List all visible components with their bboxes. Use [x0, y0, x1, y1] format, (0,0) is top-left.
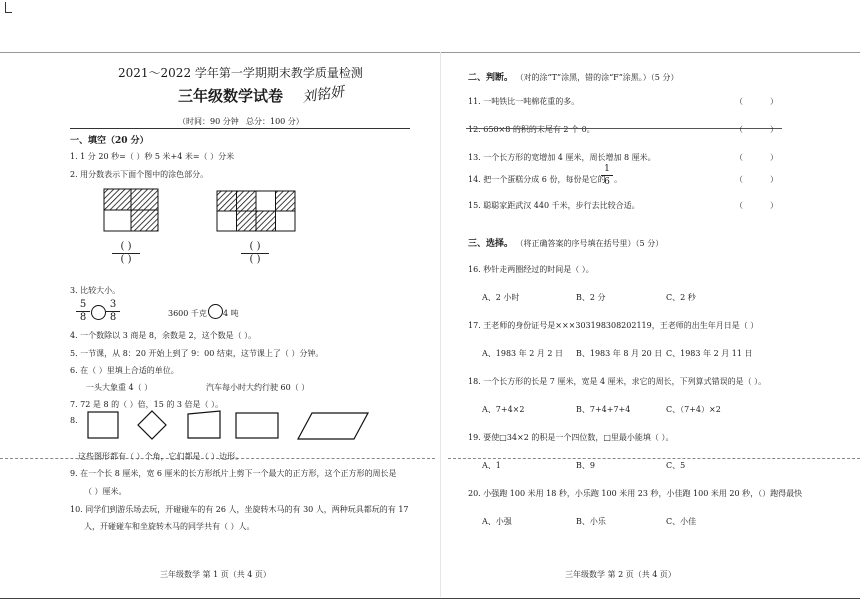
question-14 [468, 174, 605, 185]
school-year-heading: 2021～2022 学年第一学期期末教学质量检测 [118, 66, 363, 80]
question-3: 3. 比较大小。 [70, 286, 121, 295]
question-6a: 一头大象重 4（ ） [86, 383, 153, 392]
q16-option-b[interactable]: B、2 分 [576, 293, 606, 302]
fraction-denominator: ( ) [249, 254, 261, 265]
section2-instructions: （对的涂“T”涂黑，错的涂“F”涂黑。）（5 分） [515, 73, 679, 82]
question-5: 5. 一节课，从 8：20 开始上到了 9：00 结束，这节课上了（ ）分钟。 [70, 349, 324, 358]
question-10-continued: 人，开碰碰车和坐旋转木马的同学共有（ ）人。 [84, 522, 255, 531]
question-6: 6. 在（ ）里填上合适的单位。 [70, 366, 179, 375]
q15-answer-close: ） [770, 201, 778, 210]
question-9-continued: （ ）厘米。 [84, 487, 127, 496]
q8-trapezoid-shape [188, 411, 220, 438]
q19-option-a[interactable]: A、1 [482, 461, 501, 470]
question-8: 8. [70, 416, 78, 425]
question-12: 12. 650×8 的积的末尾有 2 个 0。 [468, 125, 595, 134]
q12-answer-open[interactable]: （ [735, 125, 743, 134]
fraction-denominator: 8 [109, 312, 117, 323]
page-gutter [440, 52, 441, 597]
q18-option-b[interactable]: B、7+4+7+4 [576, 405, 631, 414]
q14-answer-open[interactable]: （ [735, 175, 743, 184]
q14-fraction [601, 163, 613, 188]
q20-option-b[interactable]: B、小乐 [576, 517, 606, 526]
question-1: 1. 1 分 20 秒=（ ）秒 5 米+4 米=（ ）分米 [70, 152, 235, 161]
q14-answer-close: ） [770, 175, 778, 184]
footer-page-2: 三年级数学 第 2 页（共 4 页） [565, 570, 676, 579]
question-14-text: 14. 把一个蛋糕分成 6 份，每份是它的 [468, 175, 606, 184]
q8-shapes [84, 408, 374, 444]
q8-parallelogram-shape [298, 413, 368, 439]
q8-square-shape [88, 412, 118, 438]
q11-answer-close: ） [770, 97, 778, 106]
q19-option-b[interactable]: B、9 [576, 461, 595, 470]
question-19: 19. 要使□34×2 的积是一个四位数，□里最小能填（ ）。 [468, 433, 674, 442]
q15-answer-open[interactable]: （ [735, 201, 743, 210]
q2-answer-fraction-2[interactable] [241, 241, 269, 266]
question-8-text: 这些图形都有（ ）个角，它们都是（ ）边形。 [78, 452, 244, 461]
question-16: 16. 秒针走两圈经过的时间是（ ）。 [468, 265, 594, 274]
fraction-numerator: 5 [76, 299, 90, 312]
q3-compare-circle-1[interactable] [91, 305, 106, 320]
section1-heading: 一、填空（20 分） [70, 136, 149, 146]
header-rule [70, 128, 410, 129]
q18-option-a[interactable]: A、7+4×2 [482, 405, 525, 414]
q3-compare-circle-2[interactable] [208, 304, 223, 319]
question-17: 17. 王老师的身份证号是×××303198308202119，王老师的出生年月日是（ ） [468, 321, 759, 330]
scan-corner-mark [5, 2, 12, 13]
exam-score: 总分：100 分） [246, 117, 304, 126]
question-7: 7. 72 是 8 的（ ）倍，15 的 3 倍是（ ）。 [70, 400, 224, 409]
question-6b: 汽车每小时大约行驶 60（ ） [206, 383, 310, 392]
q16-option-c[interactable]: C、2 秒 [666, 293, 696, 302]
question-2: 2. 用分数表示下面个图中的涂色部分。 [70, 170, 209, 179]
q2-figure-grid-2x2 [103, 188, 159, 232]
q18-option-c[interactable]: C、（7+4）×2 [666, 405, 721, 414]
q8-rectangle-shape [236, 413, 278, 438]
section3-heading: 三、选择。 [468, 239, 514, 249]
top-border-line [0, 52, 860, 53]
question-20: 20. 小强跑 100 米用 18 秒，小乐跑 100 米用 23 秒，小佳跑 100 米用 20 秒，（）跑得最快 [468, 489, 803, 498]
fraction-denominator: 8 [79, 312, 87, 323]
fraction-denominator: 6 [604, 177, 610, 187]
q11-answer-open[interactable]: （ [735, 97, 743, 106]
q12-answer-close: ） [770, 125, 778, 134]
question-13: 13. 一个长方形的宽增加 4 厘米，周长增加 8 厘米。 [468, 153, 656, 162]
question-15: 15. 聪聪家距武汉 440 千米，步行去比较合适。 [468, 201, 640, 210]
fraction-numerator: 3 [106, 299, 120, 312]
question-10: 10. 同学们到游乐场去玩，开碰碰车的有 26 人，坐旋转木马的有 30 人，两种玩具都玩的有 17 [70, 505, 409, 514]
q16-option-a[interactable]: A、2 小时 [482, 293, 520, 302]
fraction-numerator: ( ) [241, 241, 269, 254]
q19-option-c[interactable]: C、5 [666, 461, 686, 470]
q17-option-c[interactable]: C、1983 年 2 月 11 日 [666, 349, 753, 358]
question-9: 9. 在一个长 8 厘米，宽 6 厘米的长方形纸片上剪下一个最大的正方形，这个正方形的周长是 [70, 469, 397, 478]
q3-mass-right: 4 吨 [223, 309, 239, 318]
question-11: 11. 一吨铁比一吨棉花重的多。 [468, 97, 580, 106]
q17-option-b[interactable]: B、1983 年 8 月 20 日 [576, 349, 663, 358]
bottom-border-line [0, 598, 860, 599]
question-4: 4. 一个数除以 3 商是 8，余数是 2，这个数是（ ）。 [70, 331, 257, 340]
q20-option-a[interactable]: A、小强 [482, 517, 512, 526]
q17-option-a[interactable]: A、1983 年 2 月 2 日 [482, 349, 564, 358]
section2-heading: 二、判断。 [468, 73, 514, 83]
fraction-numerator: 1 [601, 163, 613, 176]
q13-answer-open[interactable]: （ [735, 153, 743, 162]
exam-time: （时间：90 分钟 [178, 117, 239, 126]
handwritten-signature: 刘铭妍 [301, 84, 346, 106]
q13-answer-close: ） [770, 153, 778, 162]
q14-period: 。 [614, 175, 622, 184]
q20-option-c[interactable]: C、小佳 [666, 517, 697, 526]
fold-line-right [448, 458, 860, 459]
q3-mass-left: 3600 千克 [168, 309, 207, 318]
question-18: 18. 一个长方形的长是 7 厘米，宽是 4 厘米，求它的周长，下列算式错误的是（ ）。 [468, 377, 767, 386]
footer-page-1: 三年级数学 第 1 页（共 4 页） [160, 570, 271, 579]
section3-header [468, 236, 663, 249]
q2-figure-grid-4x2 [216, 190, 296, 232]
q8-diamond-shape [138, 411, 166, 439]
section2-header [468, 70, 678, 83]
q2-answer-fraction-1[interactable] [112, 241, 140, 266]
section3-instructions: （将正确答案的序号填在括号里）（5 分） [515, 239, 664, 248]
fraction-denominator: ( ) [120, 254, 132, 265]
exam-title: 三年级数学试卷 [178, 87, 284, 105]
q3-fraction-right [106, 299, 120, 324]
q3-fraction-left [76, 299, 90, 324]
fraction-numerator: ( ) [112, 241, 140, 254]
